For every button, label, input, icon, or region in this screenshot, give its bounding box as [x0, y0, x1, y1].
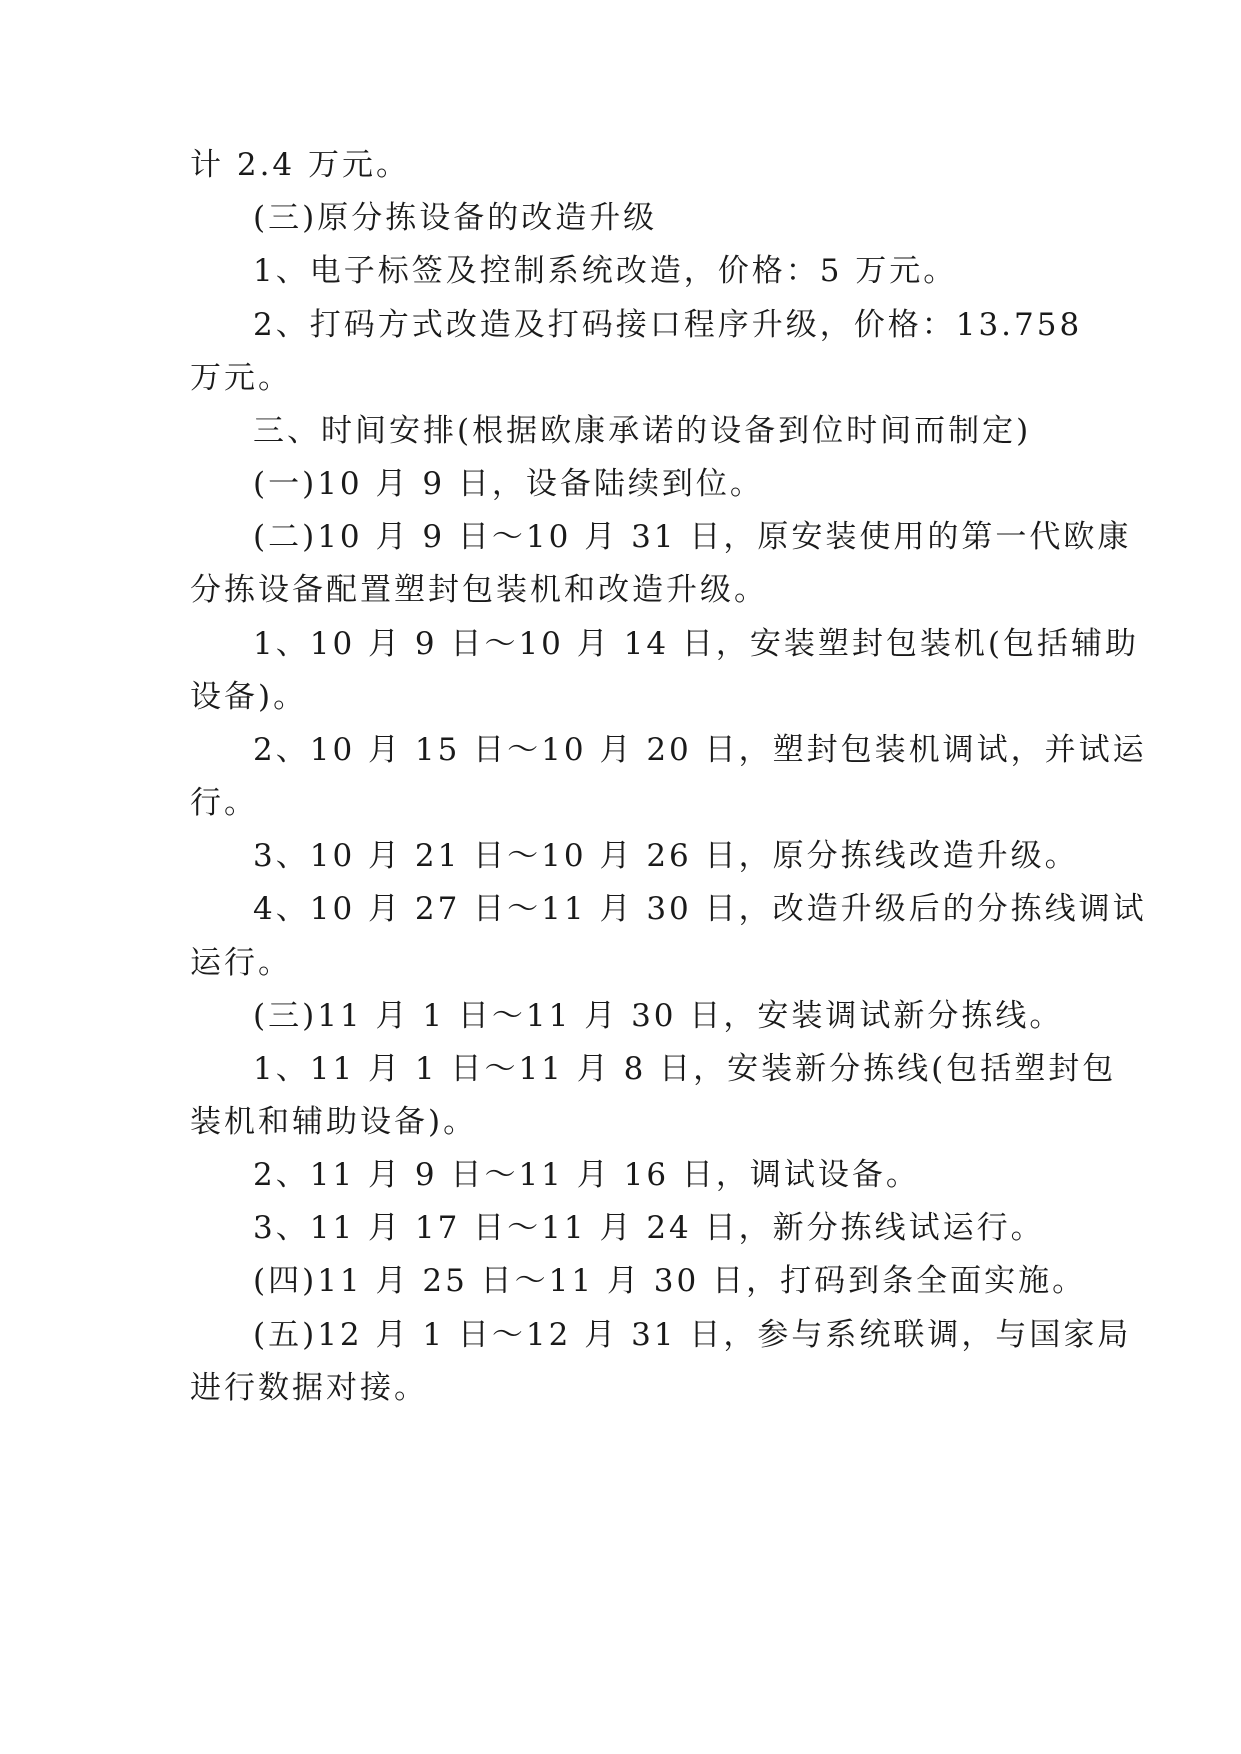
list-item: (一)10 月 9 日，设备陆续到位。	[253, 466, 764, 502]
text-line: 装机和辅助设备)。	[190, 1104, 478, 1140]
list-item: 1、11 月 1 日～11 月 8 日，安装新分拣线(包括塑封包	[253, 1051, 1117, 1087]
list-item: 1、10 月 9 日～10 月 14 日，安装塑封包装机(包括辅助	[253, 626, 1140, 662]
text-line: 计 2.4 万元。	[190, 147, 411, 183]
text-line: 设备)。	[190, 679, 308, 715]
section-heading: (三)原分拣设备的改造升级	[253, 200, 658, 236]
text-line: 万元。	[190, 360, 292, 396]
list-item: 2、10 月 15 日～10 月 20 日，塑封包装机调试，并试运	[253, 732, 1147, 768]
list-item: (二)10 月 9 日～10 月 31 日，原安装使用的第一代欧康	[253, 519, 1132, 555]
list-item: 2、打码方式改造及打码接口程序升级，价格：13.758	[253, 307, 1083, 343]
list-item: (四)11 月 25 日～11 月 30 日，打码到条全面实施。	[253, 1263, 1087, 1299]
list-item: 2、11 月 9 日～11 月 16 日，调试设备。	[253, 1157, 920, 1193]
list-item: 3、10 月 21 日～10 月 26 日，原分拣线改造升级。	[253, 838, 1079, 874]
list-item: 1、电子标签及控制系统改造，价格：5 万元。	[253, 253, 958, 289]
text-line: 运行。	[190, 945, 292, 981]
text-line: 进行数据对接。	[190, 1370, 428, 1406]
list-item: (五)12 月 1 日～12 月 31 日，参与系统联调，与国家局	[253, 1317, 1132, 1353]
section-heading: 三、时间安排(根据欧康承诺的设备到位时间而制定)	[253, 413, 1032, 449]
list-item: 3、11 月 17 日～11 月 24 日，新分拣线试运行。	[253, 1210, 1045, 1246]
list-item: 4、10 月 27 日～11 月 30 日，改造升级后的分拣线调试	[253, 891, 1147, 927]
text-line: 分拣设备配置塑封包装机和改造升级。	[190, 572, 768, 608]
list-item: (三)11 月 1 日～11 月 30 日，安装调试新分拣线。	[253, 998, 1064, 1034]
text-line: 行。	[190, 785, 258, 821]
